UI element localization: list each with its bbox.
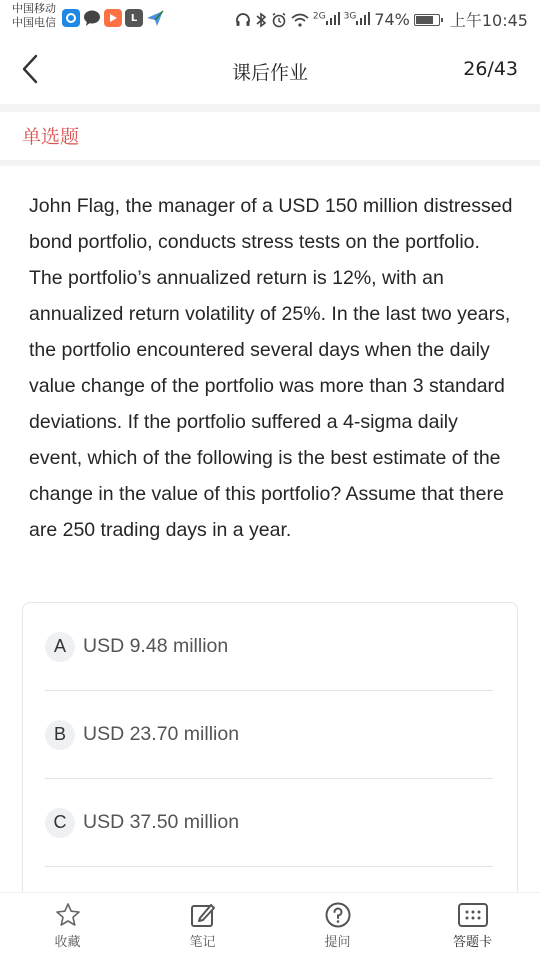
option-b[interactable] [45,691,493,779]
carrier-info [12,2,56,30]
signal-bars-icon [326,11,340,25]
question-text: John Flag, the manager of a USD 150 million distressed bond portfolio, conducts stress tests on the portfolio. The portfolio’s annualized return is 12%, with an annualized return volatility of 25%. In the last two years, the portfolio encountered several days when the daily value change of the portfolio was more than 3 standard deviations. If the portfolio suffered a 4-sigma daily event, which of the following is the best estimate of the change in the value of this portfolio? Assume that there are 250 trading days in a year. [29,195,513,541]
notification-icons [62,9,164,27]
option-letter: A [45,632,75,662]
app-header [0,36,540,104]
question-type-bar [0,112,540,160]
answer-card-button[interactable] [405,893,540,960]
bottom-toolbar [0,892,540,960]
chat-bubble-icon [62,9,80,27]
option-text: USD 37.50 million [83,811,240,833]
battery-icon [414,14,440,26]
signal-1: 2G [313,10,340,29]
answer-card-label: 答题卡 [452,935,492,950]
status-bar [0,0,540,36]
option-letter: C [45,808,75,838]
system-status [235,8,528,31]
clock: 上午10:45 [449,11,528,30]
question-progress: 26/43 [463,58,518,80]
options-card [22,602,518,922]
video-app-icon [104,9,122,27]
ask-button[interactable] [270,893,405,960]
favorite-label: 收藏 [54,935,81,950]
message-icon [83,9,101,27]
signal-bars-icon [356,11,370,25]
question-circle-icon [324,901,352,929]
battery-percent: 74% [374,10,410,29]
carrier-2: 中国电信 [12,16,56,29]
question-type-label: 单选题 [22,126,80,148]
page-title: 课后作业 [231,62,308,84]
question-content [0,166,540,892]
option-a[interactable] [45,603,493,691]
headphones-icon [235,12,251,28]
option-text: USD 23.70 million [83,723,240,745]
ask-label: 提问 [324,935,351,950]
star-icon [54,901,82,929]
l-app-icon: L [125,9,143,27]
notes-label: 笔记 [189,935,216,950]
signal-2: 3G [344,10,371,29]
favorite-button[interactable] [0,893,135,960]
answer-card-icon [457,901,489,929]
option-letter: B [45,720,75,750]
alarm-icon [271,12,287,28]
edit-note-icon [189,901,217,929]
notes-button[interactable] [135,893,270,960]
bluetooth-icon [255,12,267,28]
send-app-icon [146,9,164,27]
carrier-1: 中国移动 [12,2,56,15]
wifi-icon [291,13,309,27]
option-c[interactable] [45,779,493,867]
option-text: USD 9.48 million [83,635,229,657]
